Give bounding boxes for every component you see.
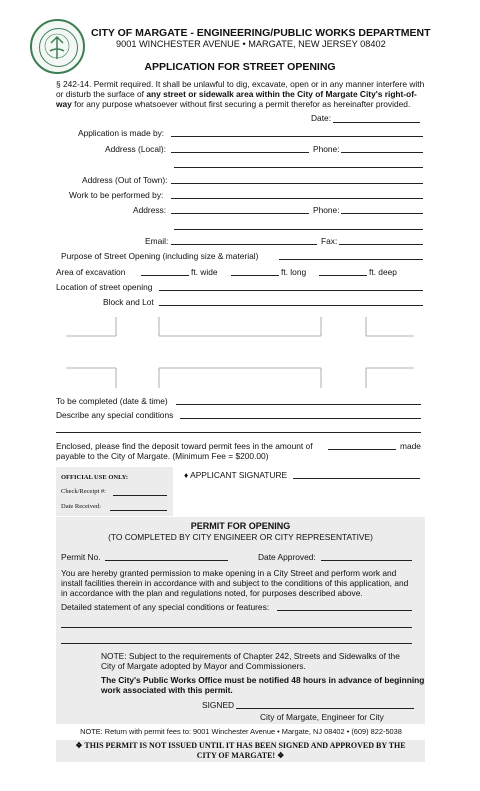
department-title: CITY OF MARGATE - ENGINEERING/PUBLIC WORKS DEPARTMENT (91, 27, 431, 39)
ordinance-line-3: way for any purpose whatsoever without first securing a permit therefor as hereinafter provided. (56, 99, 411, 109)
ft-long-label: ft. long (281, 267, 307, 277)
check-receipt-label: Check/Receipt #: (61, 488, 106, 495)
date-label: Date: (311, 113, 332, 123)
completed-field[interactable] (176, 404, 421, 405)
phone-field[interactable] (341, 152, 423, 153)
note-line-2: City of Margate adopted by Mayor and Commissioners. (101, 661, 306, 671)
location-field[interactable] (159, 290, 423, 291)
detailed-statement-field[interactable] (277, 610, 412, 611)
block-lot-label: Block and Lot (103, 297, 154, 307)
completed-label: To be completed (date & time) (56, 396, 168, 406)
application-by-label: Application is made by: (78, 128, 165, 138)
address-local-label: Address (Local): (105, 144, 166, 154)
address-local-field[interactable] (171, 152, 309, 153)
application-by-field[interactable] (171, 136, 423, 137)
ordinance-line-2: or disturb the surface of any street or sidewalk area within the City of Margate City's right-of- (56, 89, 417, 99)
date-approved-field[interactable] (321, 560, 412, 561)
applicant-signature-field[interactable] (293, 478, 420, 479)
area-label: Area of excavation (56, 267, 126, 277)
ft-wide-label: ft. wide (191, 267, 218, 277)
grant-line-1: You are hereby granted permission to make opening in a City Street and perform work and (61, 568, 397, 578)
official-use-box (56, 467, 173, 516)
work-by-field[interactable] (171, 198, 423, 199)
phone-label-2: Phone: (313, 205, 340, 215)
ft-deep-label: ft. deep (369, 267, 397, 277)
date-approved-label: Date Approved: (258, 552, 316, 562)
ordinance-line-1: § 242-14. Permit required. It shall be unlawful to dig, excavate, open or in any manner interfere with (56, 79, 425, 89)
permit-no-label: Permit No. (61, 552, 101, 562)
address-field[interactable] (171, 213, 309, 214)
detailed-statement-line-3[interactable] (61, 643, 412, 644)
permit-no-field[interactable] (105, 560, 228, 561)
warning-line-1: ❖ THIS PERMIT IS NOT ISSUED UNTIL IT HAS BEEN SIGNED AND APPROVED BY THE (75, 741, 406, 750)
note-line-1: NOTE: Subject to the requirements of Chapter 242, Streets and Sidewalks of the (101, 651, 400, 661)
detailed-statement-label: Detailed statement of any special conditions or features: (61, 602, 270, 612)
address-local-line-2[interactable] (174, 167, 423, 168)
purpose-field[interactable] (279, 259, 423, 260)
permit-title: PERMIT FOR OPENING (190, 521, 291, 531)
email-field[interactable] (171, 244, 317, 245)
return-note: NOTE: Return with permit fees to: 9001 Winchester Avenue • Margate, NJ 08402 • (609) 822-5038 (80, 727, 402, 736)
purpose-label: Purpose of Street Opening (including size & material) (61, 251, 259, 261)
block-lot-field[interactable] (159, 305, 423, 306)
date-received-field[interactable] (110, 510, 167, 511)
phone-field-2[interactable] (341, 213, 423, 214)
form-title: APPLICATION FOR STREET OPENING (144, 61, 336, 73)
date-received-label: Date Received: (61, 503, 101, 510)
deposit-amount-field[interactable] (328, 449, 396, 450)
engineer-label: City of Margate, Engineer for City (260, 712, 384, 722)
deposit-line-2: payable to the City of Margate. (Minimum Fee = $200.00) (56, 451, 269, 461)
conditions-field[interactable] (180, 418, 421, 419)
signed-label: SIGNED (202, 700, 235, 710)
location-label: Location of street opening (56, 282, 153, 292)
conditions-line-2[interactable] (56, 432, 421, 433)
grant-line-3: in accordance with the plan and regulations noted, for purposes described above. (61, 588, 363, 598)
street-sketch-area[interactable] (56, 312, 426, 390)
depth-field[interactable] (319, 275, 367, 276)
fax-label: Fax: (321, 236, 338, 246)
department-address: 9001 WINCHESTER AVENUE • MARGATE, NEW JERSEY 08402 (116, 39, 386, 49)
notify-line-2: work associated with this permit. (101, 685, 233, 695)
email-label: Email: (145, 236, 169, 246)
fax-field[interactable] (339, 244, 423, 245)
detailed-statement-line-2[interactable] (61, 627, 412, 628)
conditions-label: Describe any special conditions (56, 410, 174, 420)
signed-field[interactable] (236, 708, 414, 709)
address-out-label: Address (Out of Town): (82, 175, 168, 185)
applicant-signature-label: ♦ APPLICANT SIGNATURE (184, 470, 288, 480)
address-out-field[interactable] (171, 183, 423, 184)
official-use-heading: OFFICIAL USE ONLY: (61, 474, 129, 481)
length-field[interactable] (231, 275, 279, 276)
phone-label: Phone: (313, 144, 340, 154)
check-receipt-field[interactable] (113, 495, 167, 496)
address-label: Address: (133, 205, 167, 215)
notify-line-1: The City's Public Works Office must be notified 48 hours in advance of beginning (101, 675, 425, 685)
deposit-line-1: Enclosed, please find the deposit toward permit fees in the amount of (56, 441, 313, 451)
deposit-made: made (400, 441, 421, 451)
work-by-label: Work to be performed by: (69, 190, 164, 200)
address-line-2[interactable] (174, 229, 423, 230)
width-field[interactable] (141, 275, 189, 276)
grant-line-2: install facilities therein in accordance with and subject to the conditions of this application, and (61, 578, 409, 588)
permit-subtitle: (TO COMPLETED BY CITY ENGINEER OR CITY REPRESENTATIVE) (108, 532, 373, 542)
warning-line-2: CITY OF MARGATE! ❖ (196, 751, 285, 760)
date-field[interactable] (333, 122, 420, 123)
